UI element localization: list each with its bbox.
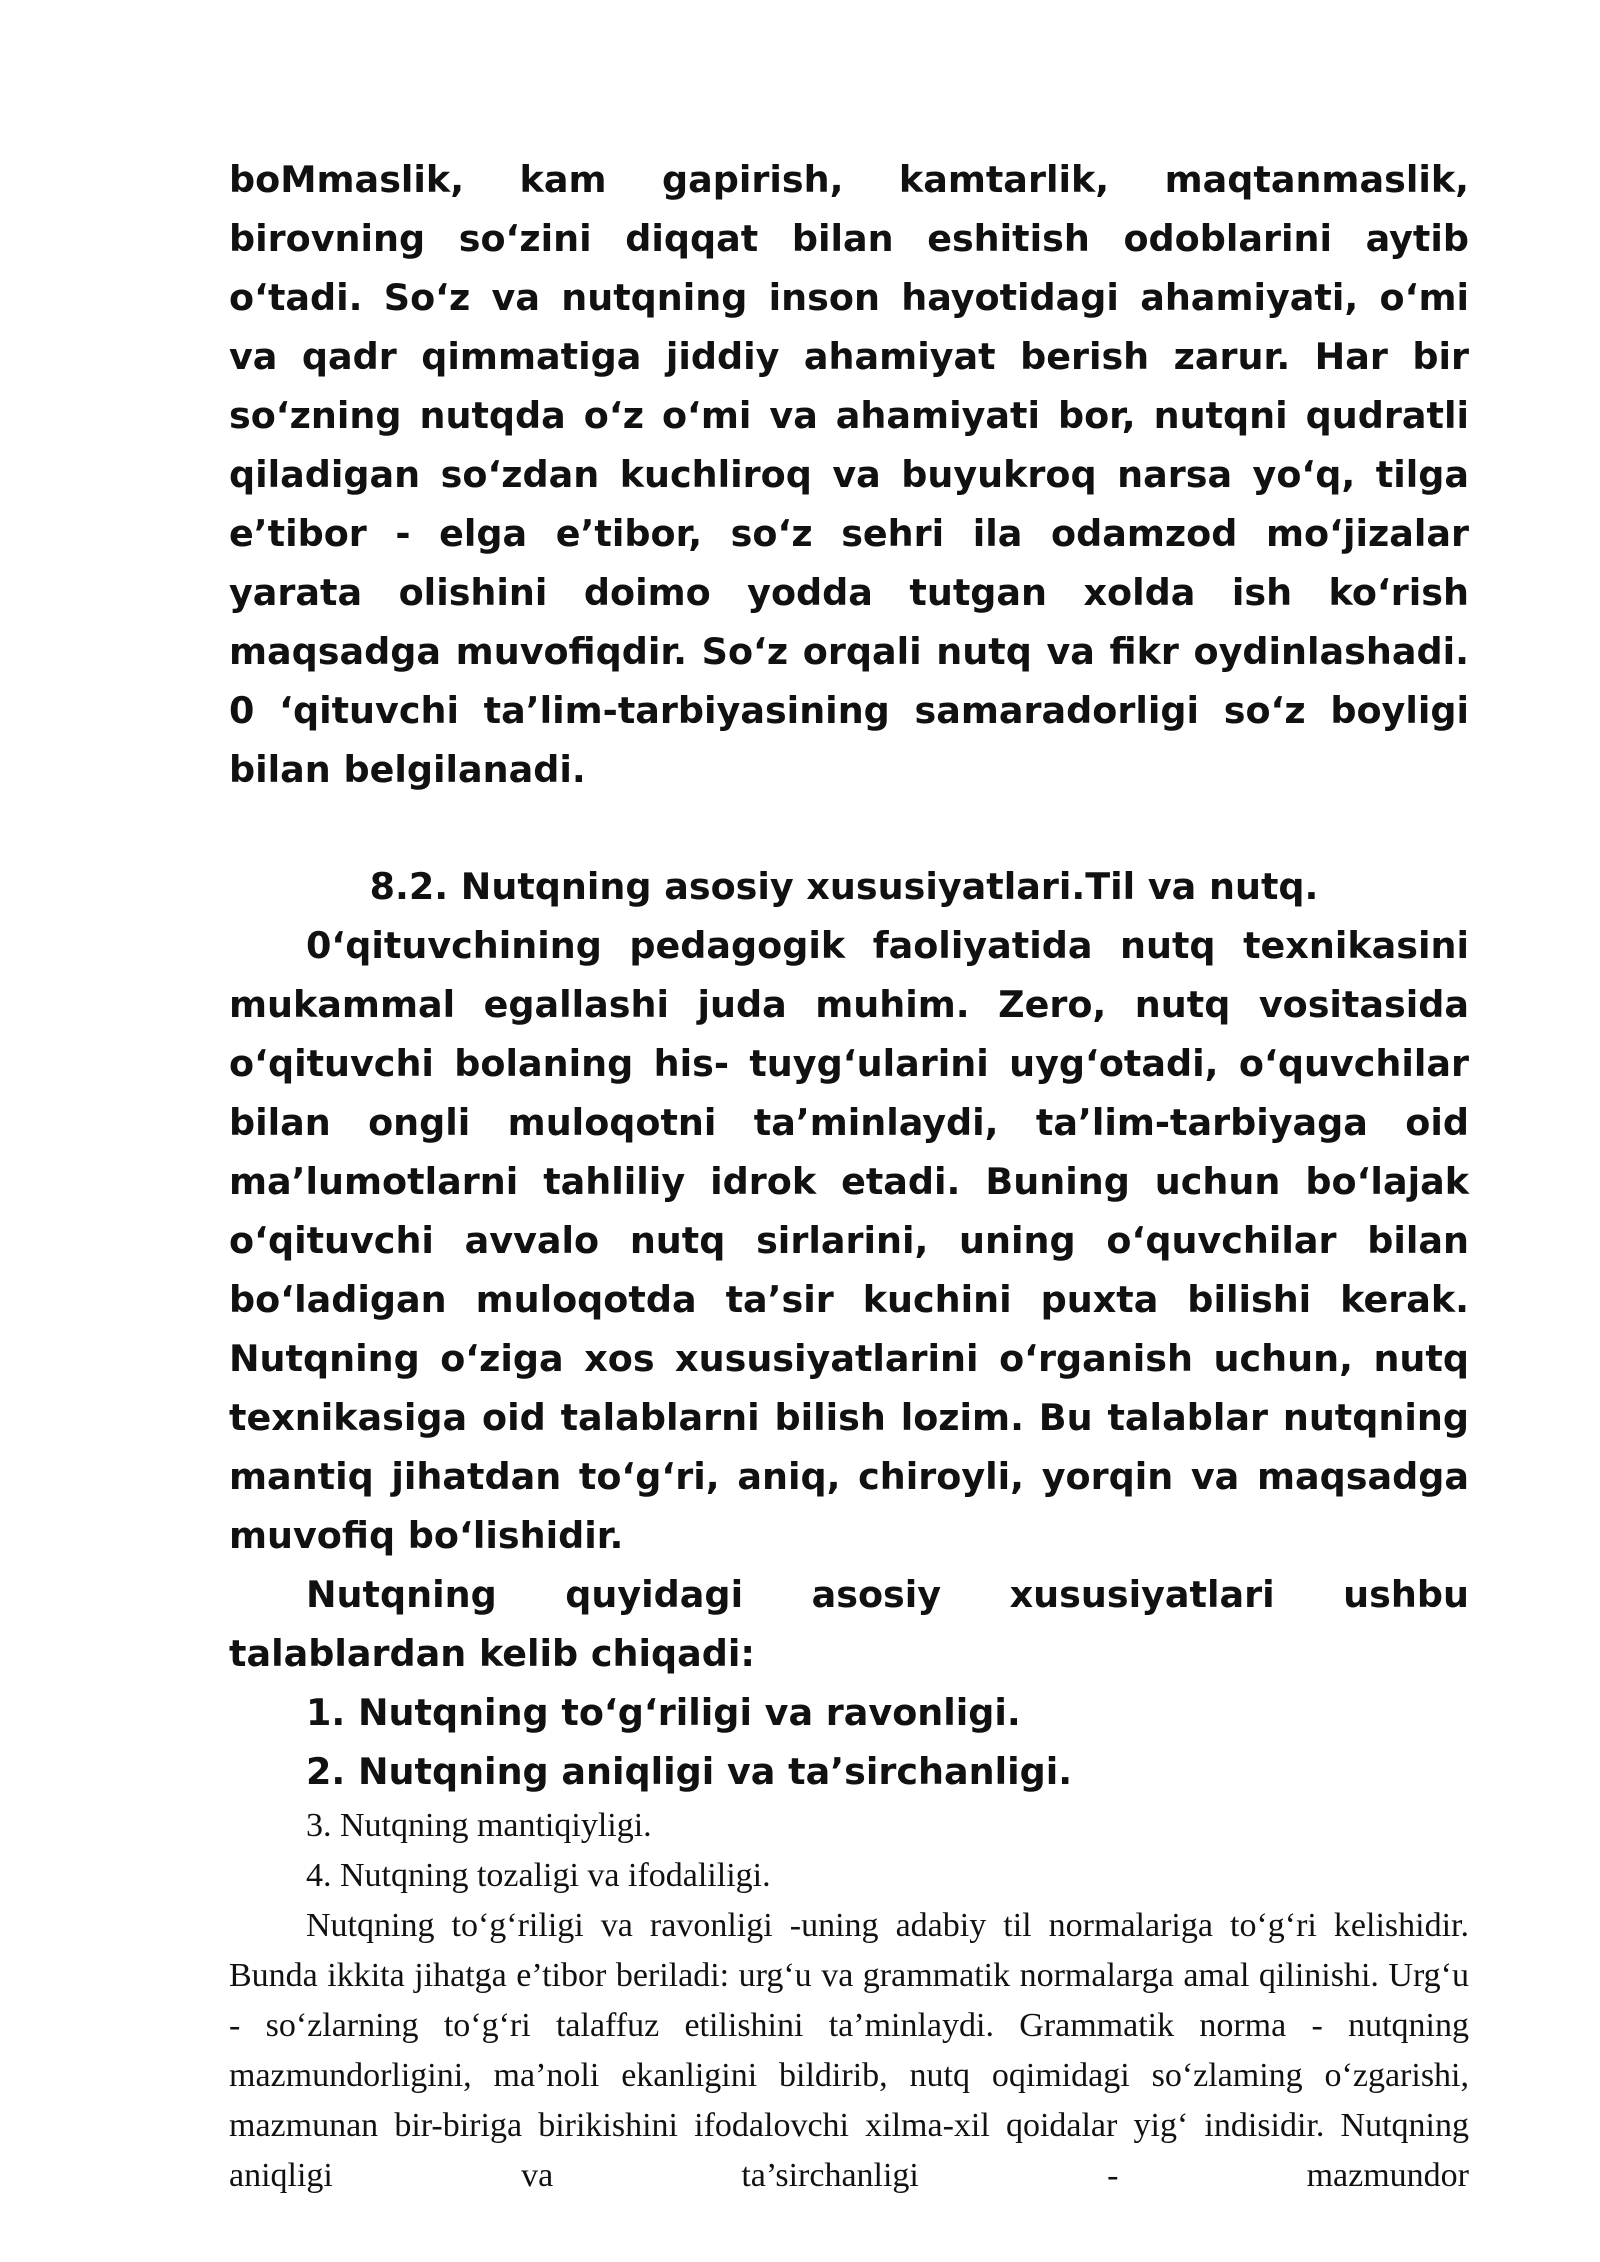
intro-paragraph: boMmaslik, kam gapirish, kamtarlik, maqtanmaslik, birovning so‘zini diqqat bilan eshitish odoblarini aytib o‘tadi. So‘z va nutqning inson hayotidagi ahamiyati, o‘mi va qadr qimmatiga jiddiy ahamiyat berish zarur. Har bir so‘zning nutqda o‘z o‘mi va ahamiyati bor, nutqni qudratli qiladigan so‘zdan kuchliroq va buyukroq narsa yo‘q, tilga e’tibor - elga e’tibor, so‘z sehri ila odamzod mo‘jizalar yarata olishini doimo yodda tutgan xolda ish ko‘rish maqsadga muvofiqdir. So‘z orqali nutq va fikr oydinlashadi. 0 ‘qituvchi ta’lim-tarbiyasining samaradorligi so‘z boyligi bilan belgilanadi.: [229, 158, 1469, 791]
list-item: 1. Nutqning to‘g‘riligi va ravonligi.: [306, 1691, 1021, 1734]
section-heading: 8.2. Nutqning asosiy xususiyatlari.Til va nutq.: [369, 865, 1319, 908]
list-item: 4. Nutqning tozaligi va ifodaliligi.: [306, 1857, 771, 1894]
document-page: [229, 150, 1469, 2201]
correctness-paragraph: Nutqning to‘g‘riligi va ravonligi -uning adabiy til normalariga to‘g‘ri kelishidir. Bunda ikkita jihatga e’tibor beriladi: urg‘u va grammatik normalarga amal qilinishi. Urg‘u - so‘zlarning to‘g‘ri talaffuz etilishini ta’minlaydi. Grammatik norma - nutqning mazmundorligini, ma’noli ekanligini bildirib, nutq oqimidagi so‘zlaming o‘zgarishi, mazmunan bir-biriga birikishini ifodalovchi xilma-xil qoidalar yig‘ indisidir. Nutqning aniqligi va ta’sirchanligi - mazmundor: [229, 1907, 1469, 2194]
features-intro-paragraph: Nutqning quyidagi asosiy xususiyatlari ushbu talablardan kelib chiqadi:: [229, 1573, 1469, 1675]
teacher-speech-paragraph: 0‘qituvchining pedagogik faoliyatida nutq texnikasini mukammal egallashi juda muhim. Zero, nutq vositasida o‘qituvchi bolaning his- tuyg‘ularini uyg‘otadi, o‘quvchilar bilan ongli muloqotni ta’minlaydi, ta’lim-tarbiyaga oid ma’lumotlarni tahliliy idrok etadi. Buning uchun bo‘lajak o‘qituvchi avvalo nutq sirlarini, uning o‘quvchilar bilan bo‘ladigan muloqotda ta’sir kuchini puxta bilishi kerak. Nutqning o‘ziga xos xususiyatlarini o‘rganish uchun, nutq texnikasiga oid talablarni bilish lozim. Bu talablar nutqning mantiq jihatdan to‘g‘ri, aniq, chiroyli, yorqin va maqsadga muvofiq bo‘lishidir.: [229, 924, 1469, 1557]
list-item: 2. Nutqning aniqligi va ta’sirchanligi.: [306, 1750, 1073, 1793]
list-item: 3. Nutqning mantiqiyligi.: [306, 1807, 652, 1844]
